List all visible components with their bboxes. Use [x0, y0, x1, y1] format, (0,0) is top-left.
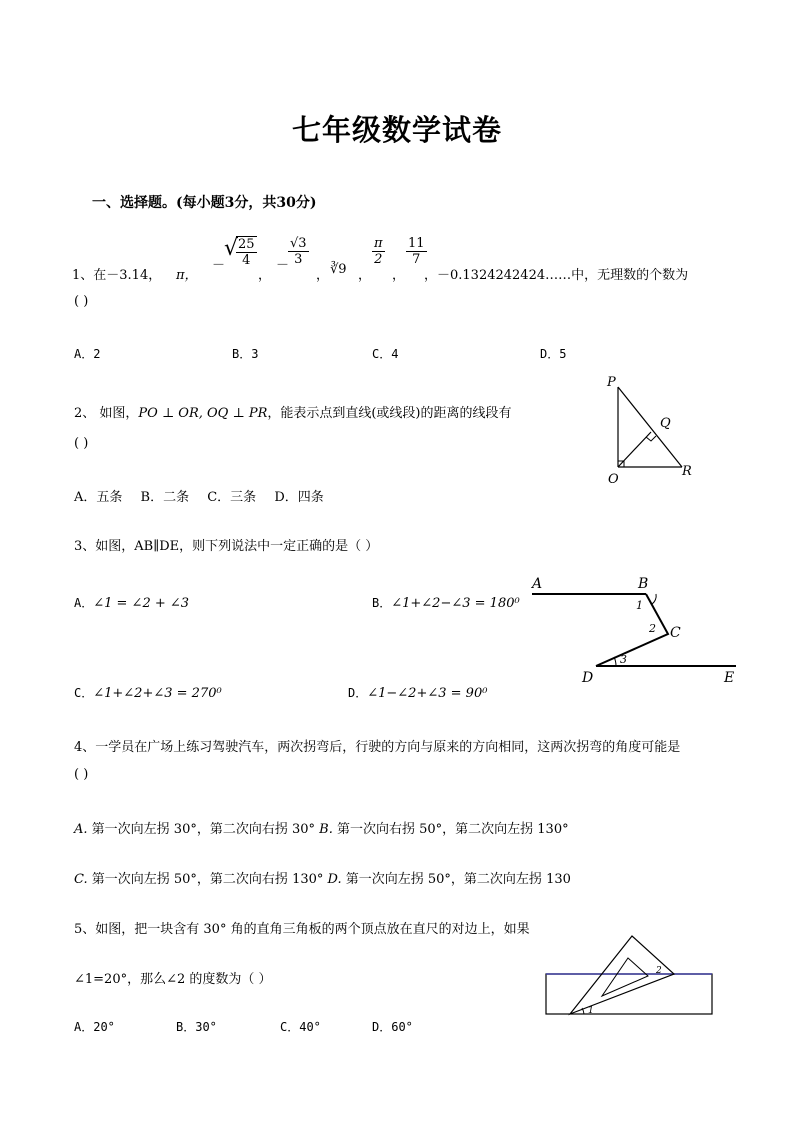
q1-option-b[interactable]: B．3: [232, 347, 259, 361]
q2-prefix: 2、 如图，: [74, 406, 139, 421]
q4-option-a[interactable]: 第一次向左拐 30°，第二次向右拐 30°: [87, 822, 316, 837]
q3-option-a[interactable]: A．∠1 = ∠2 + ∠3: [74, 596, 190, 611]
q4-answer-paren: ( ): [74, 767, 89, 782]
q1-option-d[interactable]: D．5: [540, 347, 567, 361]
label-o: O: [608, 472, 619, 487]
q4-option-b-label[interactable]: B.: [315, 822, 333, 837]
set-square-inner: [602, 958, 648, 996]
angle-label-2: 2: [649, 622, 656, 635]
q1-option-a[interactable]: A．2: [74, 347, 101, 361]
q5-option-a[interactable]: A．20°: [74, 1020, 115, 1034]
q1-answer-paren: ( ): [74, 294, 89, 309]
q2-answer-paren: ( ): [74, 436, 89, 451]
question-3: 3、如图，AB∥DE，则下列说法中一定正确的是（ ）: [74, 539, 379, 554]
question-5: 5、如图，把一块含有 30° 角的直角三角板的两个顶点放在直尺的对边上，如果: [74, 922, 530, 937]
sqrt-symbol-icon: √: [224, 236, 239, 261]
q4-option-d-label[interactable]: D.: [323, 872, 342, 887]
angle-label-2: 2: [656, 966, 662, 976]
label-a: A: [532, 576, 543, 592]
label-c: C: [670, 625, 681, 641]
q3-parallel-lines-figure: [522, 572, 752, 690]
question-5-line-2: ∠1=20°，那么∠2 的度数为（ ）: [74, 972, 272, 987]
q4-options-ab: [74, 818, 569, 837]
q1-fraction-1: $\frac{25}{4}$: [238, 237, 255, 268]
label-b: B: [638, 576, 649, 592]
q1-suffix: ，－0.1324242424……中，无理数的个数为: [424, 268, 689, 283]
q5-option-d[interactable]: D．60°: [372, 1020, 413, 1034]
q4-option-a-label[interactable]: A.: [74, 822, 88, 837]
q1-fraction-3: $\frac{\pi}{2}$: [374, 236, 383, 267]
q2-option-d[interactable]: D．四条: [274, 490, 324, 505]
angle-3-arc-icon: [614, 657, 616, 666]
q1-fraction-2: $\frac{√3}{3}$: [290, 236, 307, 267]
q5-option-c[interactable]: C．40°: [280, 1020, 321, 1034]
q1-option-c[interactable]: C．4: [372, 347, 399, 361]
q1-cube-root: ∛9: [330, 262, 347, 277]
label-e: E: [724, 670, 735, 686]
q1-fraction-4: $\frac{11}{7}$: [408, 236, 425, 267]
q2-options: [74, 486, 324, 505]
angle-label-3: 3: [620, 653, 627, 666]
angle-1-arc-icon: [652, 594, 656, 604]
q1-pi: π，: [176, 268, 198, 283]
page-title: 七年级数学试卷: [291, 113, 502, 147]
q2-suffix: ，能表示点到直线(或线段)的距离的线段有: [267, 406, 512, 421]
line-bcd: [596, 594, 668, 666]
q5-option-b[interactable]: B．30°: [176, 1020, 217, 1034]
angle-label-1: 1: [636, 599, 643, 612]
q2-math: PO ⊥ OR, OQ ⊥ PR: [138, 406, 268, 421]
q1-sign-1: －: [212, 258, 226, 273]
q4-option-c-label[interactable]: C.: [74, 872, 88, 887]
q4-option-d[interactable]: 第一次向左拐 50°，第二次向左拐 130: [341, 872, 571, 887]
q3-option-c[interactable]: C．∠1+∠2+∠3 = 270⁰: [74, 686, 222, 701]
q2-option-b[interactable]: B．二条: [140, 490, 190, 505]
label-p: P: [607, 375, 616, 390]
label-r: R: [682, 464, 692, 479]
q4-option-b[interactable]: 第一次向右拐 50°，第二次向左拐 130°: [332, 822, 569, 837]
ruler: [546, 974, 712, 1014]
question-2: [74, 402, 512, 421]
label-d: D: [582, 670, 594, 686]
q4-options-cd: [74, 868, 571, 887]
q1-comma: ，: [258, 268, 272, 283]
angle-label-1: 1: [588, 1006, 594, 1016]
q2-option-c[interactable]: C．三条: [207, 490, 257, 505]
q5-ruler-triangle-figure: [544, 934, 718, 1018]
q1-sign-2: －: [276, 258, 290, 273]
question-4: 4、一学员在广场上练习驾驶汽车，两次拐弯后，行驶的方向与原来的方向相同，这两次拐弯的角度可能是: [74, 740, 681, 755]
q3-option-b[interactable]: B．∠1+∠2−∠3 = 180⁰: [372, 596, 520, 611]
q4-option-c[interactable]: 第一次向左拐 50°，第二次向右拐 130°: [87, 872, 324, 887]
q2-option-a[interactable]: A．五条: [74, 490, 123, 505]
label-q: Q: [660, 416, 671, 431]
q1-prefix: 1、在－3.14，: [72, 268, 162, 283]
segment-pr: [618, 387, 682, 467]
q3-option-d[interactable]: D．∠1−∠2+∠3 = 90⁰: [348, 686, 488, 701]
right-angle-q-icon: [646, 436, 656, 441]
section-heading: 一、选择题。(每小题3分，共30分): [92, 195, 317, 211]
q2-triangle-figure: [600, 372, 710, 490]
